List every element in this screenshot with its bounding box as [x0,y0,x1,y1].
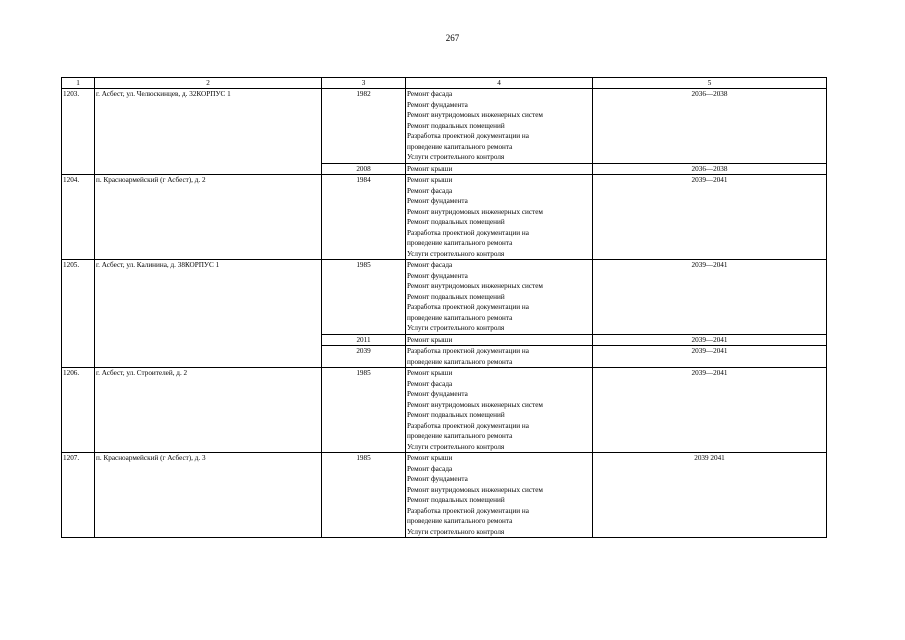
work-item: Ремонт подвальных помещений [407,496,505,504]
work-item: проведение капитального ремонта [407,313,513,322]
work-item: Ремонт фундамента [407,100,468,109]
works-list [406,89,593,164]
work-item: Ремонт внутридомовых инженерных систем [407,207,543,216]
work-item: Ремонт подвальных помещений [407,411,505,419]
work-item: Ремонт фасада [407,90,453,98]
work-item: Ремонт фасада [407,261,453,269]
repair-schedule-table [61,77,827,538]
repair-period: 2039—2041 [593,334,827,346]
record-address: п. Красноармейский (г Асбест), д. 2 [95,175,322,260]
works-list [406,453,593,538]
commissioning-year: 2008 [322,163,406,175]
work-item: Ремонт крыши [407,369,453,377]
work-item: Услуги строительного контроля [407,527,505,536]
work-item: Разработка проектной документации на [407,347,529,355]
record-address: г. Асбест, ул. Строителей, д. 2 [95,368,322,453]
work-item: Услуги строительного контроля [407,442,505,451]
table-row [62,89,827,164]
record-number: 1203. [62,89,95,175]
table-row [62,175,827,260]
record-number: 1207. [62,453,95,538]
work-item: Ремонт внутридомовых инженерных систем [407,282,543,290]
works-list [406,334,593,346]
commissioning-year: 2039 [322,346,406,368]
works-list [406,175,593,260]
work-item: Услуги строительного контроля [407,153,505,161]
work-item: Разработка проектной документации на [407,421,529,430]
work-item: Ремонт фундамента [407,390,468,398]
work-item: Ремонт крыши [407,454,453,462]
work-item: Ремонт фасада [407,379,453,388]
work-item: Разработка проектной документации на [407,303,529,311]
work-item: Разработка проектной документации на [407,132,529,140]
commissioning-year: 2011 [322,334,406,346]
table-row [62,368,827,453]
work-item: проведение капитального ремонта [407,239,513,247]
repair-period: 2039—2041 [593,175,827,260]
table-body [62,78,827,538]
work-item: Ремонт внутридомовых инженерных систем [407,485,543,494]
work-item: Ремонт подвальных помещений [407,292,505,301]
work-item: Разработка проектной документации на [407,506,529,515]
repair-period: 2036—2038 [593,89,827,164]
column-header: 4 [406,78,593,89]
repair-period: 2039—2041 [593,260,827,335]
work-item: Услуги строительного контроля [407,249,505,258]
work-item: Ремонт подвальных помещений [407,121,505,130]
work-item: Разработка проектной документации на [407,228,529,237]
header-row [62,78,827,89]
record-address: г. Асбест, ул. Калинина, д. 38КОРПУС 1 [95,260,322,368]
column-header: 3 [322,78,406,89]
repair-period: 2039—2041 [593,346,827,368]
works-list [406,163,593,175]
record-number: 1205. [62,260,95,368]
repair-period: 2039 2041 [593,453,827,538]
work-item: Ремонт крыши [407,164,453,173]
work-item: Ремонт подвальных помещений [407,218,505,226]
work-item: проведение капитального ремонта [407,142,513,151]
repair-period: 2036—2038 [593,163,827,175]
record-number: 1206. [62,368,95,453]
record-address: п. Красноармейский (г Асбест), д. 3 [95,453,322,538]
repair-period: 2039—2041 [593,368,827,453]
commissioning-year: 1982 [322,89,406,164]
work-item: Ремонт фасада [407,464,453,473]
work-item: Ремонт крыши [407,176,453,184]
works-list [406,368,593,453]
work-item: Ремонт крыши [407,335,453,344]
work-item: проведение капитального ремонта [407,517,513,525]
record-address: г. Асбест, ул. Челюскинцев, д. 32КОРПУС 1 [95,89,322,175]
commissioning-year: 1985 [322,368,406,453]
page-number: 267 [445,33,460,43]
work-item: Ремонт внутридомовых инженерных систем [407,111,543,119]
column-header: 1 [62,78,95,89]
column-header: 5 [593,78,827,89]
column-header: 2 [95,78,322,89]
commissioning-year: 1984 [322,175,406,260]
record-number: 1204. [62,175,95,260]
works-list [406,260,593,335]
work-item: проведение капитального ремонта [407,432,513,440]
work-item: Ремонт фундамента [407,197,468,205]
table-row [62,453,827,538]
commissioning-year: 1985 [322,453,406,538]
table-row [62,260,827,335]
works-list [406,346,593,368]
commissioning-year: 1985 [322,260,406,335]
work-item: Услуги строительного контроля [407,324,505,332]
work-item: проведение капитального ремонта [407,357,513,366]
work-item: Ремонт фундамента [407,475,468,483]
work-item: Ремонт фасада [407,186,453,195]
work-item: Ремонт внутридомовых инженерных систем [407,400,543,409]
work-item: Ремонт фундамента [407,271,468,280]
